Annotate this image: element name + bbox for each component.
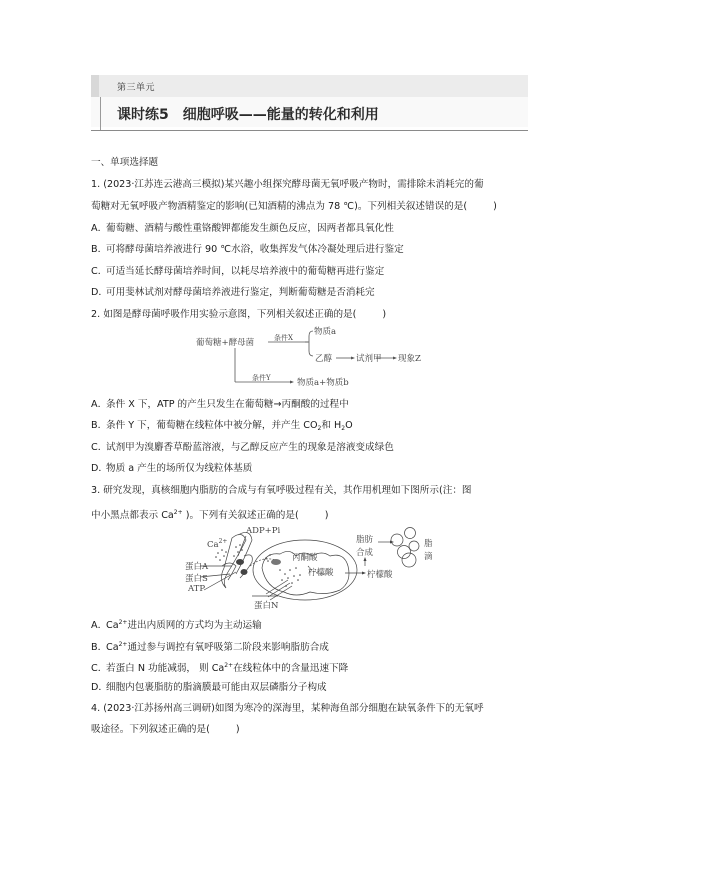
- superscript: 2+: [218, 538, 228, 545]
- answer-paren: ): [382, 309, 387, 320]
- stem-text: (2023·江苏连云港高三模拟)某兴趣小组探究酵母菌无氧呼吸产物时，需排除未消耗完的葡: [103, 179, 484, 190]
- question-number: 3.: [91, 485, 101, 496]
- phenomenon-label: 现象Z: [398, 354, 421, 364]
- subscript: 2: [341, 425, 346, 432]
- question-3-option-b[interactable]: [91, 639, 329, 654]
- condition-x-label: 条件X: [274, 334, 293, 342]
- option-text: 葡萄糖、酒精与酸性重铬酸钾都能发生颜色反应，因两者都具氧化性: [106, 223, 394, 234]
- superscript: 2+: [173, 509, 183, 516]
- option-letter: D．: [91, 682, 108, 693]
- option-text: 可用斐林试剂对酵母菌培养液进行鉴定，判断葡萄糖是否消耗完: [106, 287, 375, 298]
- section-title: 一、单项选择题: [91, 157, 159, 168]
- protein-s-label: 蛋白S: [185, 574, 208, 584]
- option-text: 通过参与调控有氧呼吸第二阶段来影响脂肪合成: [127, 642, 329, 653]
- unit-label: 第三单元: [117, 83, 156, 93]
- option-letter: C．: [91, 663, 108, 674]
- answer-paren: ): [235, 724, 240, 735]
- option-letter: D．: [91, 287, 108, 298]
- stem-text: 吸途径。下列叙述正确的是(: [91, 724, 210, 735]
- lesson-number: 课时练5: [117, 107, 169, 123]
- answer-paren: ): [493, 201, 497, 212]
- calcium-label: [207, 538, 227, 550]
- option-text: 条件 Y 下，葡萄糖在线粒体中被分解，并产生 CO: [106, 420, 318, 431]
- lipid-droplet-label-2: 滴: [424, 552, 433, 562]
- stem-text: 萄糖对无氧呼吸产物酒精鉴定的影响(已知酒精的沸点为 78 ℃)。下列相关叙述错误的是(: [91, 201, 468, 212]
- question-number: 4.: [91, 703, 101, 714]
- question-3-option-a[interactable]: [91, 617, 262, 632]
- citrate-outer-label: 柠檬酸: [367, 570, 393, 580]
- lipid-droplet-label-1: 脂: [424, 539, 433, 549]
- option-letter: A．: [91, 223, 108, 234]
- superscript: 2+: [224, 662, 234, 669]
- subscript: 2: [317, 425, 322, 432]
- superscript: 2+: [118, 641, 128, 648]
- adp-pi-label: ADP+Pi: [246, 526, 281, 536]
- option-text: 在线粒体中的含量迅速下降: [233, 663, 349, 674]
- option-letter: D．: [91, 463, 108, 474]
- option-text: 细胞内包裹脂肪的脂滴膜最可能由双层磷脂分子构成: [106, 682, 327, 693]
- option-letter: B．: [91, 244, 108, 255]
- option-text: 可将酵母菌培养液进行 90 ℃水浴，收集挥发气体冷凝处理后进行鉴定: [106, 244, 404, 255]
- ethanol-label: 乙醇: [315, 354, 333, 364]
- condition-y-label: 条件Y: [252, 374, 271, 382]
- option-letter: B．: [91, 420, 108, 431]
- diagram-start-label: 葡萄糖+酵母菌: [196, 338, 255, 348]
- fat-synthesis-label-1: 脂肪: [356, 535, 374, 545]
- answer-paren: ): [324, 510, 329, 521]
- product-a-label: 物质a: [314, 327, 337, 337]
- option-text: 物质 a 产生的场所仅为线粒体基质: [106, 463, 253, 474]
- stem-text: 中小黑点都表示 Ca: [91, 510, 174, 521]
- option-text: Ca: [106, 620, 119, 631]
- citrate-inner-label: 柠檬酸: [308, 568, 334, 578]
- reagent-label: 试剂甲: [356, 354, 382, 364]
- calcium-symbol: Ca: [207, 540, 219, 550]
- option-text: 可适当延长酵母菌培养时间，以耗尽培养液中的葡萄糖再进行鉴定: [106, 266, 385, 277]
- question-number: 2.: [91, 309, 101, 320]
- question-3-option-c[interactable]: [91, 660, 348, 675]
- stem-text: )。下列有关叙述正确的是(: [182, 510, 299, 521]
- option-text: 和 H: [321, 420, 342, 431]
- question-number: 1.: [91, 179, 101, 190]
- atp-label: ATP: [188, 584, 206, 594]
- protein-n-label: 蛋白N: [254, 601, 279, 611]
- option-text: 若蛋白 N 功能减弱， 则 Ca: [106, 663, 225, 674]
- option-text: 条件 X 下，ATP 的产生只发生在葡萄糖→丙酮酸的过程中: [106, 399, 349, 410]
- question-4-stem-line1: [91, 703, 484, 715]
- stem-text: (2023·江苏扬州高三调研)如图为寒冷的深海里，某种海鱼部分细胞在缺氧条件下的无氧呼: [103, 703, 484, 714]
- option-text: O: [345, 420, 353, 431]
- option-letter: B．: [91, 642, 108, 653]
- question-3-option-d[interactable]: [91, 682, 327, 694]
- option-text: 试剂甲为溴麝香草酚蓝溶液，与乙醇反应产生的现象是溶液变成绿色: [106, 442, 394, 453]
- question-4-stem-line2: [91, 724, 240, 736]
- option-letter: A．: [91, 399, 108, 410]
- product-ab-label: 物质a+物质b: [297, 378, 349, 388]
- option-text: 进出内质网的方式均为主动运输: [127, 620, 262, 631]
- option-letter: A．: [91, 620, 108, 631]
- stem-text: 如图是酵母菌呼吸作用实验示意图，下列相关叙述正确的是(: [103, 309, 357, 320]
- option-text: Ca: [106, 642, 119, 653]
- pyruvate-label: 丙酮酸: [292, 553, 318, 563]
- stem-text: 研究发现，真核细胞内脂肪的合成与有氧呼吸过程有关，其作用机理如下图所示(注：图: [103, 485, 472, 496]
- option-letter: C．: [91, 266, 108, 277]
- option-letter: C．: [91, 442, 108, 453]
- superscript: 2+: [118, 619, 128, 626]
- protein-a-label: 蛋白A: [185, 562, 209, 572]
- fat-synthesis-label-2: 合成: [356, 548, 374, 558]
- lesson-topic: 细胞呼吸——能量的转化和利用: [182, 107, 379, 123]
